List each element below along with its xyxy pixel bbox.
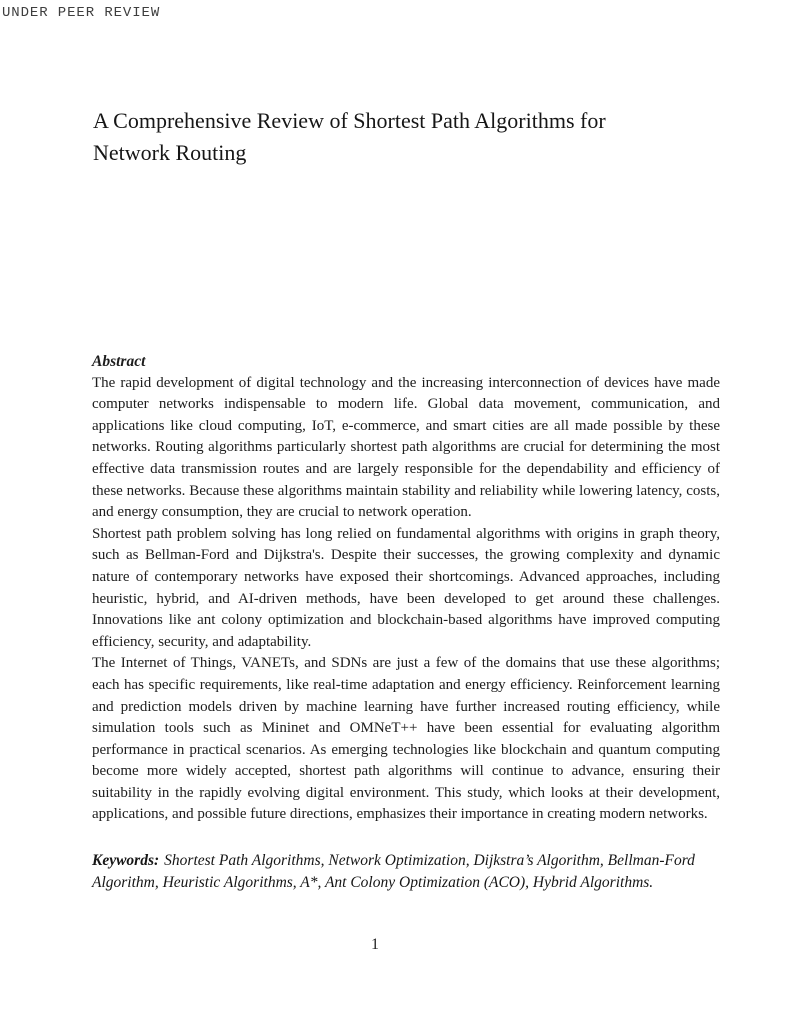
abstract-paragraph-1: The rapid development of digital technology and the increasing interconnection of devices have made computer networks indispensable to modern life. Global data movement, communication, and applications like cloud computing, IoT, e-commerce, and smart cities are all made possible by these networks. Routing algorithms particularly shortest path algorithms are crucial for determining the most effective data transmission routes and are largely responsible for the dependability and efficiency of these networks. Because these algorithms maintain stability and reliability while lowering latency, costs, and energy consumption, they are crucial to network operation.	[92, 374, 720, 521]
abstract-section	[92, 351, 720, 826]
page-number: 1	[371, 936, 379, 953]
paper-title	[93, 105, 713, 169]
paper-title-line-1: A Comprehensive Review of Shortest Path Algorithms for	[93, 108, 606, 133]
paper-title-line-2: Network Routing	[93, 140, 247, 165]
peer-review-watermark: UNDER PEER REVIEW	[2, 5, 161, 21]
abstract-heading: Abstract	[92, 353, 146, 370]
keywords-label: Keywords:	[92, 852, 160, 869]
keywords-text: Shortest Path Algorithms, Network Optimization, Dijkstra’s Algorithm, Bellman-Ford Algorithm, Heuristic Algorithms, A*, Ant Colony Optimization (ACO), Hybrid Algorithms.	[92, 852, 695, 891]
abstract-paragraph-3: The Internet of Things, VANETs, and SDNs are just a few of the domains that use these algorithms; each has specific requirements, like real-time adaptation and energy efficiency. Reinforcement learning and prediction models driven by machine learning have further increased routing efficiency, while simulation tools such as Mininet and OMNeT++ have been essential for evaluating algorithm performance in practical scenarios. As emerging technologies like blockchain and quantum computing become more widely accepted, shortest path algorithms will continue to advance, ensuring their suitability in the rapidly evolving digital environment. This study, which looks at their development, applications, and possible future directions, emphasizes their importance in creating modern networks.	[92, 655, 720, 823]
abstract-paragraph-2: Shortest path problem solving has long relied on fundamental algorithms with origins in graph theory, such as Bellman-Ford and Dijkstra's. Despite their successes, the growing complexity and dynamic nature of contemporary networks have exposed their shortcomings. Advanced approaches, including heuristic, hybrid, and AI-driven methods, have been developed to get around these challenges. Innovations like ant colony optimization and blockchain-based algorithms have improved computing efficiency, security, and adaptability.	[92, 525, 720, 650]
keywords-section	[92, 850, 724, 894]
